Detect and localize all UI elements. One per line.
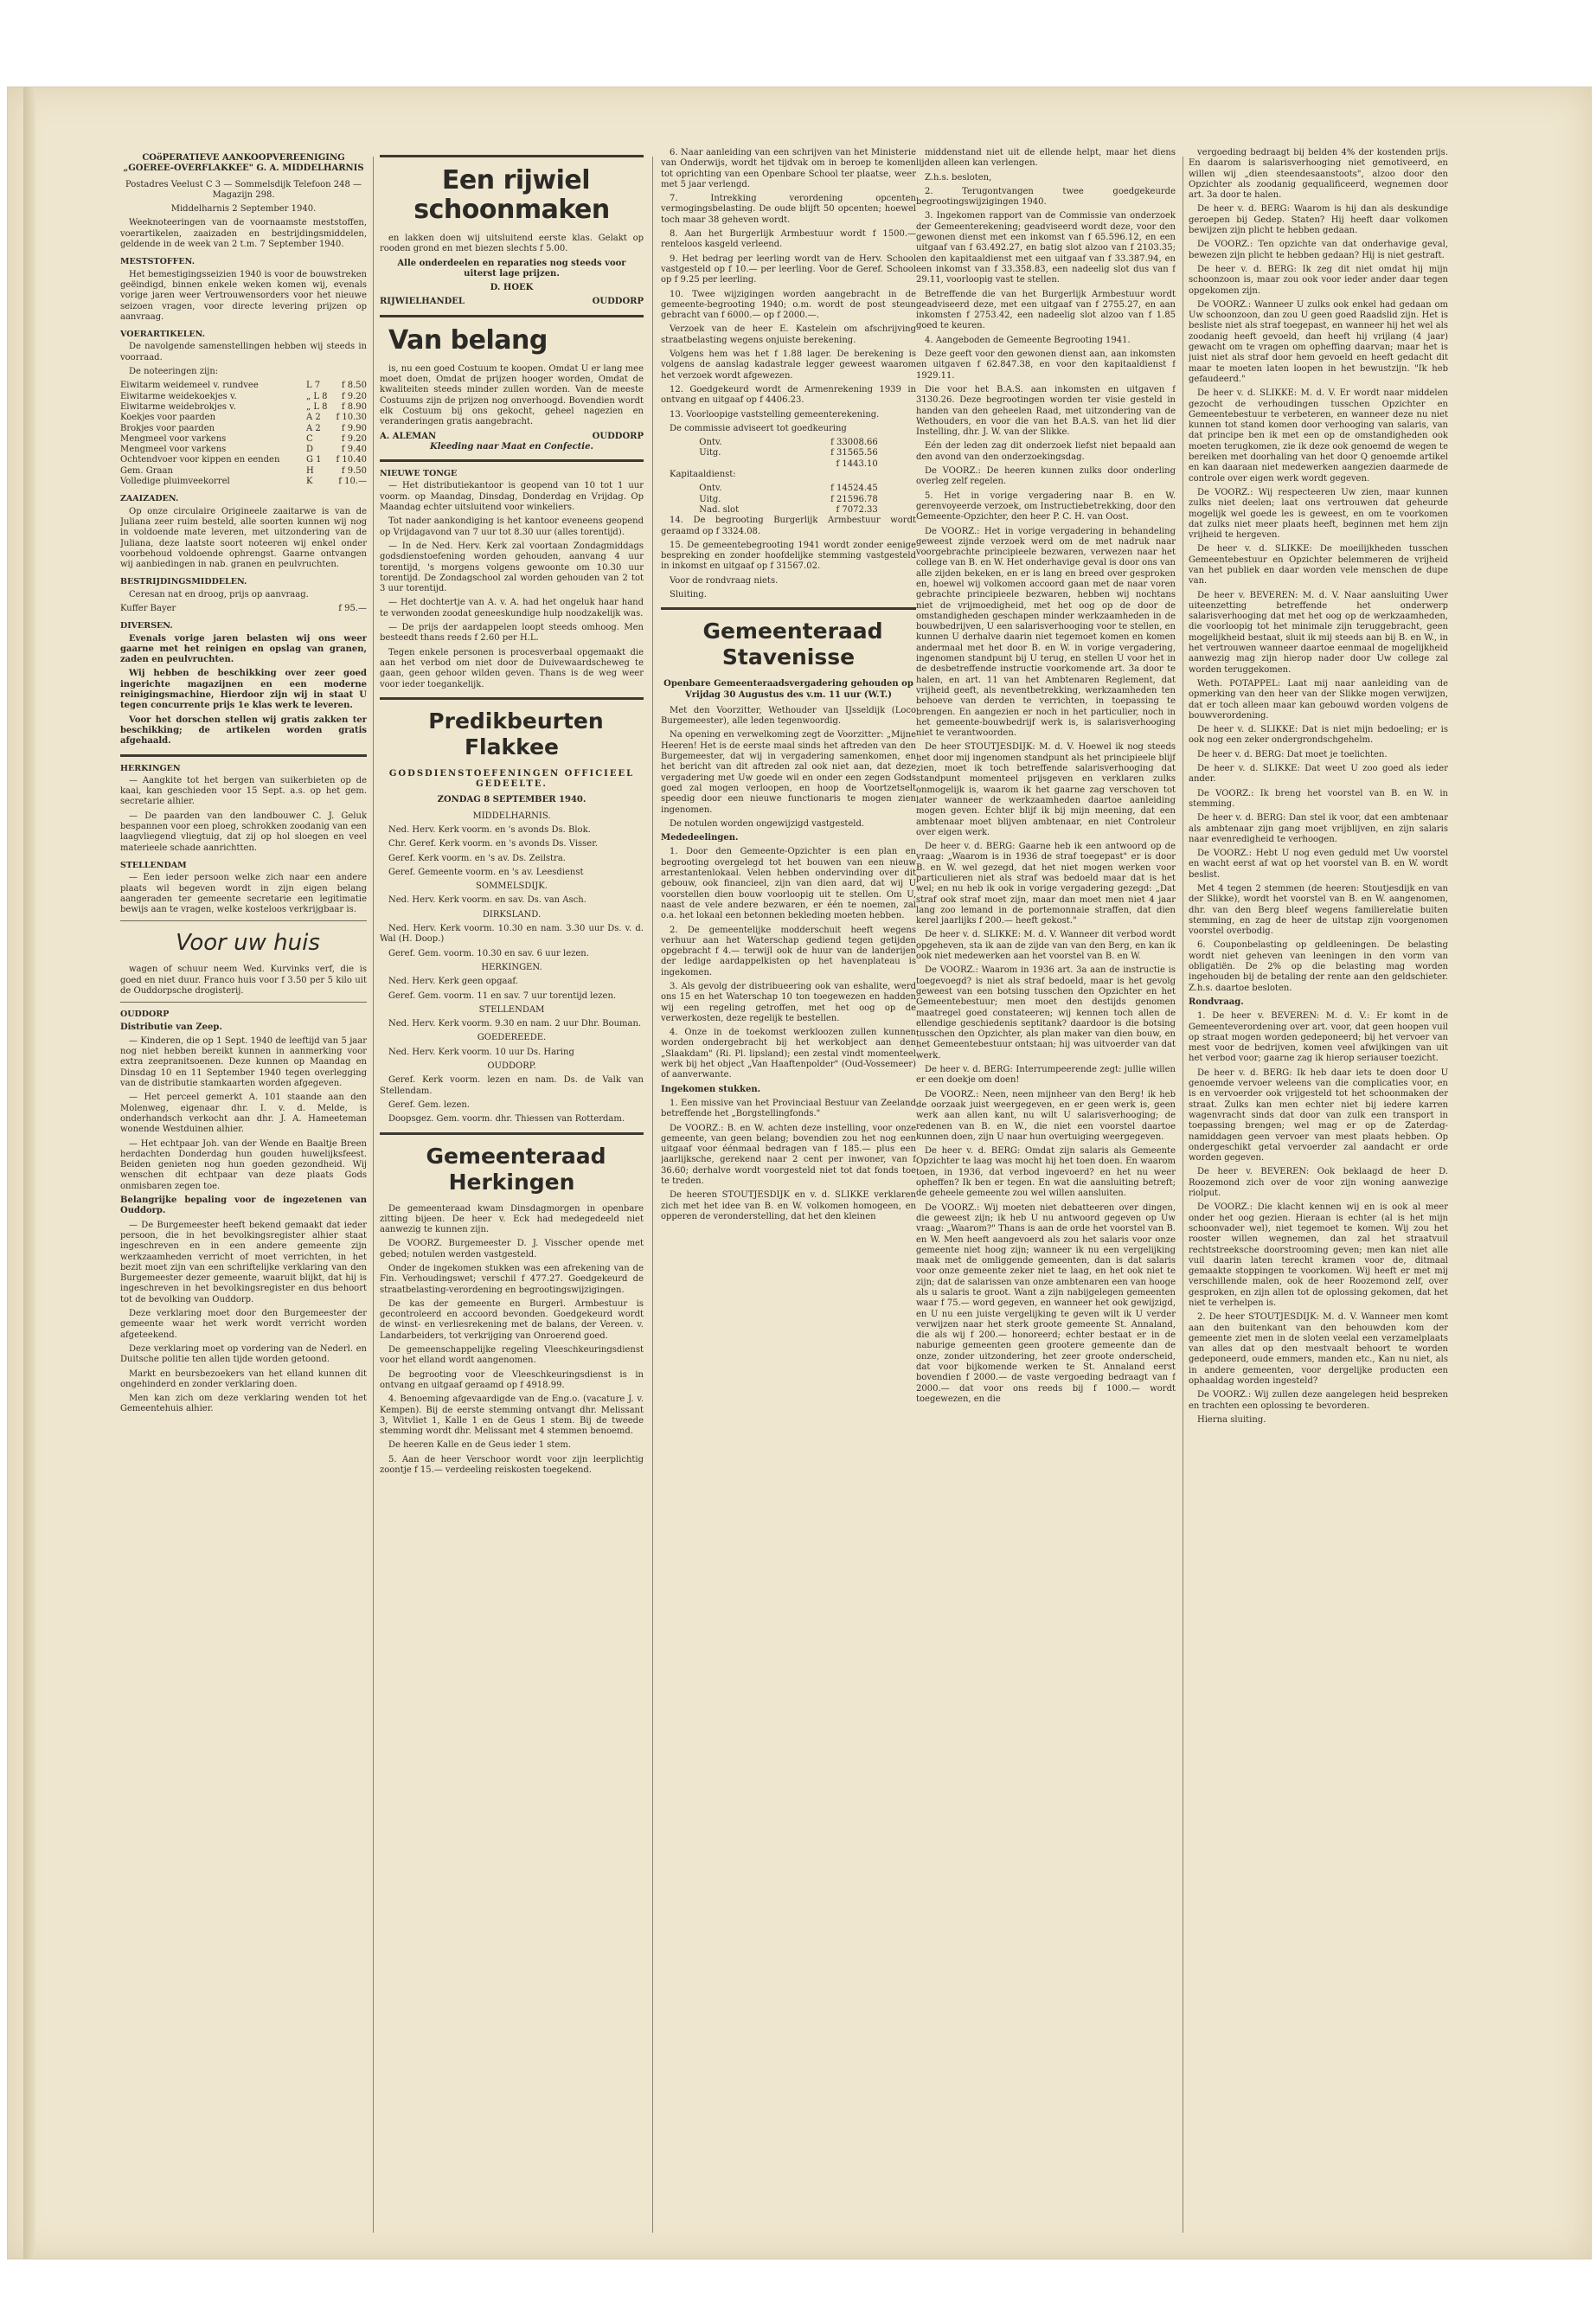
diversen-1: Evenals vorige jaren belasten wij ons weer gaarne met het reinigen en opslag van granen, zaden en peulvruchten. [120,633,367,665]
c4-text: Z.h.s. besloten, [925,172,992,183]
fin-label: Ontv. [699,484,722,494]
divider [120,754,367,757]
c4-text: De VOORZ.: Neen, neen mijnheer van den Berg! ik heb de oorzaak juist weergegeven, en er geen werk is, geen werk aan allen kant, nu wilt U salarisverhooging; de redenen van B. en W., die niet een voorstel daartoe kunnen doen, zijn U naar hun overtuiging weergegeven. [916,1089,1176,1142]
heading-ouddorp: OUDDORP [120,1009,170,1020]
ad-rijwiel-title: Een rijwiel schoonmaken [413,165,610,225]
herkingen-1: — Aangkite tot het bergen van suikerbieten op de kaai, kan geschieden voor 15 Sept. a.s. op het gem. secretarie alhier. [120,775,367,807]
fin-value: f 1443.10 [836,458,878,469]
fin-value: f 21596.78 [830,494,878,504]
fin-label: Uitg. [699,448,721,458]
divider [120,920,367,921]
c4-text: Betreffende die van het Burgerlijk Armbestuur wordt geadviseerd deze, met een uitgaaf van f 2755.27, en aan inkomsten f 2753.42, een nadeelig slot alzoo van f 1.85 goed te keuren. [916,289,1176,331]
fin-value: f 7072.33 [836,504,878,515]
p-herk-1: Ned. Herv. Kerk geen opgaaf. [388,977,518,987]
herkingen-2: — De paarden van den landbouwer C. J. Geluk bespannen voor een ploeg, schrokken zoodanig van een laagvliegend vliegtuig, dat zij op hol sloegen en veel materieele schade aanrichtten. [120,811,367,853]
c3-text: 10. Twee wijzigingen worden aangebracht in de gemeente-begrooting 1940; o.m. wordt de post steun gebracht van f 6000.— op f 2000.—. [661,289,916,321]
p-mid-1: Ned. Herv. Kerk voorm. en 's avonds Ds. Blok. [388,824,591,835]
ad-rijwiel-right: OUDDORP [592,297,644,307]
feed-name: Eiwitarme weidekoekjes v. [120,391,237,401]
c3-text: 12. Goedgekeurd wordt de Armenrekening 1939 in ontvang en uitgaaf op f 4406.23. [661,384,916,406]
nt-6: Tegen enkele personen is procesverbaal opgemaakt die aan het verbod om niet door de Duivewaardscheweg te gaan, geen gehoor wilden geven. Thans is de weg weer voor ieder toegankelijk. [380,647,644,689]
c5-text: De heer v. BEVEREN: Ook beklaagd de heer D. Roozemond zich over de voor zijn woning aanwezige riolput. [1189,1167,1448,1199]
heading-rondvraag: Rondvraag. [1189,997,1244,1007]
gr-2: De VOORZ. Burgemeester D. J. Visscher opende met gebed; notulen werden vastgesteld. [380,1239,644,1259]
heading-bestrijdingsmiddelen: BESTRIJDINGSMIDDELEN. [120,577,247,587]
org-title: COöPERATIEVE AANKOOPVEREENIGING „GOEREE-OVERFLAKKEE" G. A. MIDDELHARNIS [123,153,364,174]
c3-text: Volgens hem was het f 1.88 lager. De berekening is volgens de aanslag kadastrale legger geweest waarom het verzoek wordt afgewezen. [661,349,916,381]
c4-text: 5. Het in vorige vergadering naar B. en W. gerenvoyeerde verzoek, om Instructiebetrekking, door den Gemeente-Opzichter, den heer P. C. H. van Oost. [916,490,1176,522]
nt-2: Tot nader aankondiging is het kantoor eveneens geopend op Vrijdagavond van 7 uur tot 8.30 uur (alles torentijd). [380,516,644,537]
gr-9: 5. Aan de heer Verschoor wordt voor zijn leerplichtig zoontje f 15.— verdeeling reiskosten toegekend. [380,1454,644,1476]
fin-label: Nad. slot [699,504,740,515]
intro: Weeknoteeringen van de voornaamste meststoffen, voerartikelen, zaaizaden en bestrijdingsmiddelen, geldende in de week van 2 t.m. 7 September 1940. [120,218,367,250]
p-goed-heading: GOEDEREEDE. [477,1033,547,1043]
c3-text: 6. Naar aanleiding van een schrijven van het Ministerie van Onderwijs, wordt het tijdvak om in beroep te komen tot oprichting van een Openbare School ter plaatse, weer met 5 jaar verlengd. [661,148,916,189]
feed-code: „ L 8 [305,401,328,412]
table-row [120,445,367,455]
table-row [699,448,878,458]
table-row [699,505,878,516]
heading-herkingen: HERKINGEN [120,763,181,773]
c4-text: De heer v. d. BERG: Interrumpeerende zegt: jullie willen er een doekje om doen! [916,1065,1176,1086]
text-zaaizaden: Op onze circulaire Origineele zaaitarwe is van de Juliana zeer ruim besteld, alle soorten kunnen wij nog in voldoende mate leveren, met uitzondering van de Juliana, deze laatste soort noteeren wij enkel onder voorbehoud voldoende ophrengst. Gaarne ontvangen wij aanbiedingen in nab. granen en peulvruchten. [120,506,367,570]
heading-voerartikelen: VOERARTIKELEN. [120,330,206,340]
newspaper-page [7,87,1592,2259]
p-oud-2: Geref. Gem. lezen. [388,1099,470,1110]
p-dirk-heading: DIRKSLAND. [482,909,542,920]
ad-van-belang-text: is, nu een goed Costuum te koopen. Omdat U er lang mee moet doen, Omdat de prijzen hooger worden, Omdat de kwaliteiten steeds minder zullen worden. Van de meeste Costuums zijn de prijzen nog onverhoogd. Bovendien wordt elk Costuum bij ons gekocht, geheel nagezien en veranderingen gratis aangebracht. [380,363,644,427]
diversen-3: Voor het dorschen stellen wij gratis zakken ter beschikking; de artikelen worden gratis afgehaald. [120,715,367,747]
c3-text: De commissie adviseert tot goedkeuring [670,423,847,433]
ouddorp-subheading-2: Belangrijke bepaling voor de ingezetenen van Ouddorp. [120,1195,367,1216]
stellendam-1: — Een ieder persoon welke zich naar een andere plaats wil begeven wordt in zijn eigen belang aangeraden ter gemeente secretarie een legitimatie bewijs aan te vragen, welke kosteloos verkrijgbaar is. [120,873,367,915]
c5-text: De VOORZ.: Hebt U nog even geduld met Uw voorstel en wacht eerst af wat op het voorstel van B. en W. wordt beslist. [1189,849,1448,880]
c5-text: De heer v. BEVEREN: M. d. V. Naar aansluiting Uwer uiteenzetting betreffende het onderwerp salarisverhooging dat met het oog op de werkzaamheden, die voorloopig tot het minimale zijn teruggebracht, geen mogelijkheid bestaat, sluit ik mij steeds aan bij B. en W., in het vertrouwen wanneer daartoe eenmaal de mogelijkheid aanwezig mag zijn hierop nader door Uw college zal worden teruggekomen. [1189,590,1448,675]
predikbeurten-date: ZONDAG 8 SEPTEMBER 1940. [437,795,586,805]
table-row [120,381,367,391]
p-stell-heading: STELLENDAM [478,1004,545,1015]
feed-code: H [305,465,314,476]
gr-1: De gemeenteraad kwam Dinsdagmorgen in openbare zitting bijeen. De heer v. Eck had medegedeeld niet aanwezig te kunnen zijn. [380,1203,644,1235]
c5-text: De heer v. d. SLIKKE: De moeilijkheden tusschen Gemeentebestuur en Opzichter belemmeren de vrijheid van het publiek en daar worden vele menschen de dupe van. [1189,544,1448,586]
column-3 [661,148,916,2250]
table-row [699,484,878,494]
table-row [120,604,367,614]
feed-code: K [305,477,313,487]
st-heading-mededeelingen: Mededeelingen. [661,833,739,843]
feed-code: G 1 [305,455,322,465]
c5-text: Weth. POTAPPEL: Laat mij naar aanleiding van de opmerking van den heer van der Slikke mogen verwijzen, dat er toch alleen maar kan gebouwd worden volgens de bouwverordening. [1189,678,1448,721]
text-voerartikelen: De navolgende samenstellingen hebben wij steeds in voorraad. [120,342,367,362]
c3-text: 7. Intrekking verordening opcenten vermogingsbelasting. De oude blijft 50 opcenten; hoewel toch maar 38 geheven wordt. [661,194,916,225]
st-text: 1. Door den Gemeente-Opzichter is een plan en begrooting overgelegd tot het bouwen van een nieuw arrestantenlokaal. Velen hebben ondervinding over dit gebouw, ook financieel, zijn van dien aard, dat wij U voorstellen dien bouw voorloopig uit te stellen. Om U, naast de vele andere bezwaren, er één te noemen, zal o.a. het lokaal een betonnen bekleding moeten hebben. [661,847,916,921]
column-1 [120,148,367,2250]
feed-name: Mengmeel voor varkens [120,433,227,444]
c5-text: De VOORZ.: Wij zullen deze aangelegen heid bespreken en trachten een oplossing te bevorderen. [1189,1390,1448,1411]
c5-text: De VOORZ.: Wij respecteeren Uw zien, maar kunnen zulks niet deelen; laat ons vertrouwen dat geheurde mogelijk wel goede les is geweest, en om te voorkomen dat zulks niet meer plaats heeft, beginnen met hem zijn vrijheid te hergeven. [1189,487,1448,541]
c4-text: De VOORZ.: Het in vorige vergadering in behandeling geweest zijnde verzoek werd om de met nadruk naar voorgebrachte principieele bezwaren, verwezen naar het college van B. en W. Het onderhavige geval is door ons van alle zijden bekeken, en er is lang en breed over gesproken en, hoewel wij volkomen accoord gaan met de naar voren gebrachte principieele bezwaren, hebben wij nochtans niet de vrijmoedigheid, met het oog op de door de omstandigheden geschapen minder werkzaamheden in de bouwbedrijven, U een salarisverhooging voor te stellen, en kunnen U derhalve daarin niet tegemoet komen en komen andermaal met het door B. en W. in vorige vergadering, ingenomen standpunt bij U terug, en stellen U voor het in de desbetreffende instructie voorkomende art. 3a door te halen, en art. 11 van het Ambtenaren Reglement, dat vrijheid geeft, als neventbetrekking, werkzaamheden ten behoeve van derden te verrichten, in toepassing te brengen. En aangezien er noch in het particulier, noch in het gemeente-bouwbedrijf werk is, is salarisverhooging niet te verantwoorden. [916,526,1176,739]
st-text: 3. Als gevolg der distribueering ook van eshalite, werd ons 15 en het Waterschap 10 ton toegewezen en hadden wij een regeling getroffen, met het oog op de verwerkosten, deze regelijk te bestellen. [661,982,916,1023]
feed-name: Koekjes voor paarden [120,413,216,423]
bestr-table [120,604,367,614]
feed-name: Ochtendvoer voor kippen en eenden [120,455,280,465]
feed-price-table [120,381,367,487]
predikbeurten-subtitle: GODSDIENSTOEFENINGEN OFFICIEEL GEDEELTE. [388,768,635,790]
column-4 [916,148,1176,2250]
gr-7: 4. Benoeming afgevaardigde van de Eng.o. (vacature J. v. Kempen). Bij de eerste stemming ontvangt dhr. Melissant 3, Witvliet 1, Kalle 1 en de Geus 1 stem. Bij de tweede stemming wordt dhr. Melissant met 4 stemmen benoemd. [380,1394,644,1437]
feed-name: Gem. Graan [120,465,173,476]
c5-text: De heer v. d. BERG: Waarom is hij dan als deskundige geroepen bij Gedep. Staten? Hij heeft daar volkomen bewijzen zijn plicht te hebben gedaan. [1189,204,1448,236]
gemeenteraad-stavenisse-title: Gemeenteraad Stavenisse [702,619,883,670]
st-text: 2. De gemeentelijke modderschuit heeft wegens verhuur aan het Waterschap gediend tegen getijden opgebracht f 4.— terwijl ook de huur van de landerijen der ledige aardappelkisten op het havenplateau is ingekomen. [661,925,916,977]
column-5 [1189,148,1448,2250]
heading-zaaizaden: ZAAIZADEN. [120,494,179,504]
p-mid-2: Chr. Geref. Kerk voorm. en 's avonds Ds. Visser. [388,839,599,849]
c5-text: 2. De heer STOUTJESDIJK: M. d. V. Wanneer men komt aan den buitenkant van den behouwden kom der gemeente ziet men in de sloten veelal een verzamelplaats van alles dat op den mestvaalt behoort te worden gedeponeerd, oude emmers, manden etc., Kan nu niet, als in andere gemeenten, voor dergelijke producten een ophaaldag worden ingesteld? [1189,1312,1448,1387]
c5-text: De heer v. d. SLIKKE: Dat weet U zoo goed als ieder ander. [1189,764,1448,785]
c5-text: De heer v. d. BERG: Ik heb daar iets te doen door U genoemde vervoer weleens van die complicaties voor, en is en vervoerder ook vrijgesteld tot het schoonmaken der straat. Zulks kan men echter niet bij iedere karren wagenvracht sinds dat door van zulk een transport in toepassing brengen; wel mag er op de Zaterdag-namiddagen geen vervoer van mest plaats hebben. Op ondergeschikt getal vervoerder zal aandacht er orde worden gegeven. [1189,1067,1448,1163]
feed-price: f 8.50 [341,381,367,391]
c3-text: Voor de rondvraag niets. [670,575,779,586]
text-meststoffen: Het bemestigingsseizien 1940 is voor de bouwstreken geëindigd, binnen enkele weken komen wij, evenals vorige jaren weer Vertrouwensorders voor het nieuwe seizoen vragen, voor directe levering prijzen op aanvraag. [120,269,367,322]
c4-text: De heer v. d. BERG: Omdat zijn salaris als Gemeente Opzichter te laag was mocht hij het toen doen. En waarom toen, in 1936, dat verbod ingevoerd? en het nu weer opheffen? Ik ben er tegen. En wat die aansluiting betreft; de geheele gemeente zou wel willen aansluiten. [916,1146,1176,1199]
column-rule [652,157,653,2233]
p-oud-3: Doopsgez. Gem. voorm. dhr. Thiessen van Rotterdam. [388,1114,625,1125]
p-dirk-2: Geref. Gem. voorm. 10.30 en sav. 6 uur lezen. [388,948,589,958]
divider [380,697,644,700]
text-noteeringen: De noteeringen zijn: [129,367,219,377]
p-som-1: Ned. Herv. Kerk voorm. en sav. Ds. van Asch. [388,895,586,906]
divider [380,459,644,462]
ad-rijwiel-text: en lakken doen wij uitsluitend eerste klas. Gelakt op rooden grond en met biezen slechts f 5.00. [380,234,644,254]
heading-diversen: DIVERSEN. [120,621,173,631]
c3-text: 15. De gemeentebegrooting 1941 wordt zonder eenige bespreking en zonder hoofdelijke stemming vastgesteld in inkomst en uitgaaf op f 31567.02. [661,540,916,572]
ad-van-belang-footer [380,432,644,442]
feed-code: C [305,433,313,444]
table-row [120,434,367,445]
c4-text: 4. Aangeboden de Gemeente Begrooting 1941. [925,335,1131,345]
c4-text: Deze geeft voor den gewonen dienst aan, aan inkomsten en uitgaven f 62.847.38, en voor den kapitaaldienst f 1929.11. [916,349,1176,381]
c5-text: De heer v. d. BERG: Dan stel ik voor, dat een ambtenaar als ambtenaar zijn gang moet vrijblijven, en zijn salaris naar evenredigheid te verhoogen. [1189,813,1448,844]
feed-code: D [305,445,313,455]
c5-text: 6. Couponbelasting op geldleeningen. De belasting wordt niet geheven van leeningen in den vorm van obligatiën. De 2% op die belasting mag worden ingehouden bij de betaling der rente aan den geldschieter. Z.h.s. daartoe besloten. [1189,940,1448,993]
ouddorp-3: — Het echtpaar Joh. van der Wende en Baaltje Breen herdachten Donderdag hun gouden huwelijksfeest. Beiden genieten nog hun goeden gezondheid. Wij wenschen dit echtpaar van deze plaats Gods onmisbaren zegen toe. [120,1138,367,1191]
gr-8: De heeren Kalle en de Geus ieder 1 stem. [388,1440,571,1451]
ouddorp-4: — De Burgemeester heeft bekend gemaakt dat ieder persoon, die in het bevolkingsregister alhier staat ingeschreven en in een andere gemeente zijn werkzaamheden verricht of moet verrichten, in het bezit moet zijn van een schriftelijke verklaring van den Burgemeester dezer gemeente, waaruit blijkt, dat hij is ingeschreven in het bevolkingsregister en dus behoort tot de bevolking van Ouddorp. [120,1220,367,1304]
feed-price: f 8.90 [341,401,367,412]
c5-text: Met 4 tegen 2 stemmen (de heeren: Stoutjesdijk en van der Slikke), wordt het voorstel van B. en W. aangenomen, dhr. van den Berg bleef wegens familierelatie buiten stemming, en zag de heer de uitstap zijn voorgenomen voorstel overbodig. [1189,884,1448,937]
nt-1: — Het distributiekantoor is geopend van 10 tot 1 uur voorm. op Maandag, Dinsdag, Donderdag en Vrijdag. Op Maandag echter uitsluitend voor winkeliers. [380,481,644,513]
feed-name: Mengmeel voor varkens [120,445,227,455]
p-herk-heading: HERKINGEN. [481,962,542,972]
feed-code: L 7 [305,381,321,391]
ouddorp-7: Markt en beursbezoekers van het elland kunnen dit ongehinderd en zonder verklaring doen. [120,1368,367,1389]
closing-text: Hierna sluiting. [1197,1414,1266,1425]
ad-rijwiel-left: RIJWIELHANDEL [380,297,465,307]
ouddorp-2: — Het perceel gemerkt A. 101 staande aan den Molenweg, eigenaar dhr. I. v. d. Melde, is onderhandsch verkocht aan dhr. J. A. Hameeteman wonende Westduinen alhier. [120,1093,367,1135]
feed-name: Eiwitarme weidebrokjes v. [120,401,236,412]
feed-price: f 9.40 [341,445,367,455]
ad-rijwiel-bold: Alle onderdeelen en reparaties nog steeds voor uiterst lage prijzen. [397,258,626,279]
c3-text: 9. Het bedrag per leerling wordt van de Herv. School vastgesteld op f 10.— per leerling. Voor de Geref. School op f 9.25 per leerling. [661,253,916,285]
fin-label-kapitaal: Kapitaaldienst: [670,470,736,480]
finance-table-1 [699,438,878,470]
c4-text: De VOORZ.: Wij moeten niet debatteeren over dingen, die geweest zijn; ik heb U nu antwoord gegeven op Uw vraag: „Waarom?" Thans is aan de orde het voorstel van B. en W. Men heeft aangevoerd als zou het salaris voor onze gemeente niet hoog zijn; wanneer ik nu een vergelijking maak met de omliggende gemeenten, dan is dat salaris voor onze gemeente zeker niet te laag, en het ook niet te zijn; dat de salarissen van onze ambtenaren een van hooge als u salaris te groot. Want a zijn nabijgelegen gemeenten waar f 75.— word gegeven, en wanneer het ook gewijzigd, en U nu een juiste vergelijking te geven wilt ik U verder verwijzen naar het sterk groote gemeente St. Annaland, die als wij f 200.— honoreerd; echter bestaat er in de naburige gemeenten geen grootere gemeente dan de onze, zonder uitzondering, het zeer groote onderscheid, dat voor bijkomende werken te St. Annaland eerst bovendien f 2000.— de vaste vergoeding bedraagt van f 2000.— dat voor ons reeds bij f 1000.— wordt toegewezen, en die [916,1202,1176,1404]
table-row [120,455,367,465]
feed-code: A 2 [305,423,321,433]
finance-table-2 [699,484,878,516]
c4-text: De heer v. d. SLIKKE: M. d. V. Wanneer dit verbod wordt opgeheven, sta ik aan de zijde van van den Berg, en kan ik ook niet medewerken aan het voorstel van B. en W. [916,930,1176,962]
text-bestrijdingsmiddelen: Ceresan nat en droog, prijs op aanvraag. [129,589,309,599]
divider [380,1132,644,1135]
feed-name: Volledige pluimveekorrel [120,477,230,487]
product-name: Kuffer Bayer [120,603,176,613]
feed-price: f 10.40 [336,455,367,465]
ad-van-belang-left: A. ALEMAN [380,431,437,441]
c3-text: 13. Voorloopige vaststelling gemeenterekening. [670,409,880,420]
table-row [699,459,878,470]
c4-text: 2. Terugontvangen twee goedgekeurde begrootingswijzigingen 1940. [916,186,1176,208]
heading-nieuwe-tonge: NIEUWE TONGE [380,469,458,479]
c5-text: De heer v. d. SLIKKE: Dat is niet mijn bedoeling; er is ook nog een zeker ondergrondschgehelm. [1189,725,1448,746]
table-row [120,402,367,413]
ad-van-belang-bottom: Kleeding naar Maat en Confectie. [430,441,593,452]
feed-price: f 9.20 [341,433,367,444]
c4-text: De heer STOUTJESDIJK: M. d. V. Hoewel ik nog steeds het door mij ingenomen standpunt als het principieele blijf zien, moet ik toch betreffende salarisverhooging dat standpunt momenteel prijsgeven en verklaren zulks onmogelijk is, waarom ik het gaarne zag verschoven tot later wanneer de werkzaamheden daartoe aanleiding mogen geven. Echter blijf ik bij mijn meening, dat een ambtenaar moet blijven ambtenaar, en niet Controleur over eigen werk. [916,742,1176,837]
nt-4: — Het dochtertje van A. v. A. had het ongeluk haar hand te verwonden zoodat geneeskundige hulp noodzakelijk was. [380,598,644,619]
feed-price: f 9.90 [341,423,367,433]
c5-text: De heer v. d. SLIKKE: M. d. V. Er wordt naar middelen gezocht de verhoudingen tusschen Opzichter en Gemeentebestuur te verbeteren, en wanneer deze nu niet kunnen tot stand komen door verhooging van salaris, van dat principe ben ik met een op de omstandigheden ook moeten terugkomen, zie ik deze ook genoemd de wegen te bereiken met doorhaling van het door Q genoemde artikel en kan daaraan niet medewerken aangezien daarmede de controle over eigen werk wordt gegeven. [1189,388,1448,484]
c4-text: De VOORZ.: Waarom in 1936 art. 3a aan de instructie is toegevoegd? is niet als straf bedoeld, maar is het gevolg geweest van een botsing tusschen den Opzichter en het Gemeentebestuur; men moet den destijds genomen maatregel goed constateeren; wij kennen toch allen de ellendige geschiedenis septitank? daardoor is die botsing tusschen den Opzichter, als plan maker van dien bouw, en het Gemeentebestuur ontstaan; hij was uitvoerder van dat werk. [916,965,1176,1061]
st-text: 4. Onze in de toekomst werkloozen zullen kunnen worden ondergebracht bij het werkobject aan den „Slaakdam" (Ri. Pl. lipsland); een zestal vindt momenteel werk bij het object „Van Haaftenpolder" (Oud-Vossemeer) of aanverwante. [661,1028,916,1080]
feed-code: A 2 [305,413,321,423]
predikbeurten-title: Predikbeurten Flakkee [428,708,604,760]
st-text: De VOORZ.: B. en W. achten deze instelling, voor onze gemeente, van geen belang; bovendien zou het nog een uitgaaf voor éénmaal bedragen van f 185.— plus een jaarlijksche, gerekend naar 2 cent per inwoner, van f 36.60; derhalve wordt voorgesteld niet tot dat fonds toe te treden. [661,1123,916,1187]
feed-price: f 10.— [338,477,367,487]
c5-text: vergoeding bedraagt bij belden 4% der kostenden prijs. En daarom is salarisverhooging niet gemotiveerd, en willen wij „dien steendesaanstoots", alzoo door den Opzichter als zoodanig gequalificeerd, wegnemen door art. 3a door te halen. [1189,148,1448,201]
gr-5: De gemeenschappelijke regeling Vleeschkeuringsdienst voor het elland wordt aangenomen. [380,1345,644,1366]
gr-6: De begrooting voor de Vleeschkeuringsdienst is in ontvang en uitgaaf geraamd op f 4918.99. [380,1369,644,1390]
c3-text: Sluiting. [670,589,707,599]
st-heading-ingekomen: Ingekomen stukken. [661,1084,761,1094]
c4-text: Eén der leden zag dit onderzoek liefst niet bepaald aan den avond van den onderzoekingsdag. [916,441,1176,462]
ad-rijwiel-footer [380,297,644,307]
gr-3: Onder de ingekomen stukken was een afrekening van de Fin. Verhoudingswet; verschil f 477.27. Goedgekeurd de straatbelasting-verordening en begrootingswijzigingen. [380,1264,644,1295]
page-spine [23,87,35,2259]
ad-rijwiel-name: D. HOEK [490,283,534,293]
c5-text: De VOORZ.: Die klacht kennen wij en is ook al meer onder het oog gezien. Hieraan is echter (al is het mijn schoonvader wel), niet tegemoet te komen. Wij zou het rooster willen wegnemen, dan zal het straatvuil rechtstreeksche doorstrooming geven; men kan niet alle vuil daarin laten terecht kramen voor de, ditmaal gemaakte stoppingen te voorkomen. Wij heeft er met mij verschillende malen, ook de heer Roozemond zelf, over gesproken, en zijn allen tot de oplossing gekomen, dat het niet te verhelpen is. [1189,1202,1448,1308]
ad-van-belang-title: Van belang [388,324,548,356]
feed-price: f 9.50 [341,465,367,476]
c5-text: 1. De heer v. BEVEREN: M. d. V.: Er komt in de Gemeenteverordening over art. voor, dat geen hoopen vuil op straat mogen worden gedeponeerd; bij het vervoer van mest voor de bedrijven, komen veel afwijkingen van uit het verbod voor; gaarne zag ik hierop seriauser toezicht. [1189,1011,1448,1064]
ouddorp-6: Deze verklaring moet op vordering van de Nederl. en Duitsche politie ten allen tijde worden getoond. [120,1343,367,1365]
p-mid-4: Geref. Gemeente voorm. en 's av. Leesdienst [388,867,584,877]
dateline: Middelharnis 2 September 1940. [170,204,317,215]
c3-text: Verzoek van de heer E. Kastelein om afschrijving straatbelasting wegens onjuiste berekening. [661,324,916,345]
c4-text: De heer v. d. BERG: Gaarne heb ik een antwoord op de vraag: „Waarom is in 1936 de straf toegepast" er is door B. en W. wel gezegd, dat het niet mogen werken voor particulieren niet als straf was bedoeld maar dat is het wel; en nu heb ik ook in vorige vergadering gezegd: „Dat straf ook straf moet zijn, maar dan moet men niet 4 jaar lang zoo lemand in de portemonnaie straffen, dat dien kerel jaarlijks f 200.— heeft gekost." [916,842,1176,926]
diversen-2: Wij hebben de beschikking over zeer goed ingerichte magazijnen en een moderne reinigingsmachine, Hierdoor zijn wij in staat U tegen concurrente prijs 1e klas werk te leveren. [120,669,367,711]
divider [380,315,644,317]
c3-text: 8. Aan het Burgerlijk Armbestuur wordt f 1500.— renteloos kasgeld verleend. [661,229,916,250]
nt-5: — De prijs der aardappelen loopt steeds omhoog. Men besteedt thans reeds f 2.60 per H.L. [380,623,644,644]
p-dirk-1: Ned. Herv. Kerk voorm. 10.30 en nam. 3.30 uur Ds. v. d. Wal (H. Doop.) [380,924,644,945]
p-mid-heading: MIDDELHARNIS. [472,811,551,821]
c5-text: De VOORZ.: Wanneer U zulks ook enkel had gedaan om Uw schoonzoon, dan zou U geen goed Raadslid zijn. Het is besliste niet als straf toegepast, en wanneer hij het wel als zoodanig heeft gevoeld, dan heeft hij vrijlang (4 jaar) gewacht om te vragen om opheffing daarvan; maar het is juist niet als straf door hem gevoeld en heeft gedacht dit maar te moeten laten loopen in het bewustzijn. "Ik heb gefaudeerd." [1189,299,1448,384]
p-herk-2: Geref. Gem. voorm. 11 en sav. 7 uur torentijd lezen. [388,990,617,1001]
ouddorp-8: Men kan zich om deze verklaring wenden tot het Gemeentehuis alhier. [120,1394,367,1414]
fin-value: f 33008.66 [830,438,878,448]
ad-voor-uw-huis-text: wagen of schuur neem Wed. Kurvinks verf, die is goed en niet duur. Franco huis voor f 3.50 per 5 kilo uit de Ouddorpsche drogisterij. [120,965,367,996]
table-row [120,466,367,477]
st-text: De heeren STOUTJESDIJK en v. d. SLIKKE verklaren zich met het idee van B. en W. volkomen homogeen, en opperen de veronderstelling, dat het den kleinen [661,1190,916,1221]
feed-price: f 9.20 [341,391,367,401]
divider [661,607,916,610]
c5-text: De heer v. d. BERG: Ik zeg dit niet omdat hij mijn schoonzoon is, maar zou ook voor ieder ander daar tegen opgekomen zijn. [1189,264,1448,296]
gemeenteraad-herkingen-title: Gemeenteraad Herkingen [426,1143,606,1195]
ouddorp-5: Deze verklaring moet door den Burgemeester der gemeente waar het werk wordt verricht worden afgeteekend. [120,1309,367,1340]
c4-text: De VOORZ.: De heeren kunnen zulks door onderling overleg zelf regelen. [916,466,1176,487]
fin-value: f 31565.56 [830,448,878,458]
p-mid-3: Geref. Kerk voorm. en 's av. Ds. Zeilstra. [388,853,566,863]
heading-stellendam: STELLENDAM [120,860,187,870]
fin-label: Uitg. [699,494,721,504]
c4-text: 3. Ingekomen rapport van de Commissie van onderzoek der Gemeenterekening; geadviseerd wordt deze, voor den gewonen dienst met een inkomst van f 65.596.12, en een uitgaaf van f 63.492.27, en batig slot alzoo van f 2103.35; en den kapitaaldienst met een uitgaaf van f 33.387.94, en een inkomst van f 33.358.83, een nadeelig slot dus van f 29.11, voorloopig vast te stellen. [916,211,1176,285]
org-address: Postadres Veelust C 3 — Sommelsdijk Telefoon 248 — Magazijn 298. [125,179,362,200]
p-oud-1: Geref. Kerk voorm. lezen en nam. Ds. de Valk van Stellendam. [380,1075,644,1096]
column-rule [373,157,374,2233]
divider [120,1002,367,1003]
table-row [699,438,878,448]
st-text: De notulen worden ongewijzigd vastgesteld. [670,818,865,829]
feed-name: Eiwitarm weidemeel v. rundvee [120,381,259,391]
gr-4: De kas der gemeente en Burgerl. Armbestuur is gecontroleerd en accoord bevonden. Goedgekeurd wordt de winst- en verliesrekening met de balans, der Vereen. v. Landarbeiders, tot verkrijging van Onroerend goed. [380,1298,644,1341]
stavenisse-subtitle: Openbare Gemeenteraadsvergadering gehouden op Vrijdag 30 Augustus des v.m. 11 uur (W.T.) [663,679,913,700]
c5-text: De heer v. d. BERG: Dat moet je toelichten. [1197,749,1388,760]
feed-name: Brokjes voor paarden [120,423,215,433]
fin-label [699,459,757,470]
feed-code: „ L 8 [305,391,328,401]
p-goed-1: Ned. Herv. Kerk voorm. 10 uur Ds. Haring [388,1047,574,1057]
product-price: f 95.— [338,603,367,613]
ouddorp-subheading: Distributie van Zeep. [120,1022,222,1032]
p-som-heading: SOMMELSDIJK. [476,881,548,892]
st-text: Na opening en verwelkoming zegt de Voorzitter: „Mijne Heeren! Het is de eerste maal sinds het aftreden van den Burgemeester, dat wij in vergadering samenkomen, en het bericht van dit aftreden zal ook niet aan, dat deze vergadering met Uw goede wil en onder een zegen Gods goed zal mogen verloopen, en hoop de Voortzetselt speedig door een nieuwe functionaris te mogen zien ingenomen. [661,730,916,815]
table-row [120,424,367,434]
p-oud-heading: OUDDORP. [487,1061,536,1072]
c3-text: 14. De begrooting Burgerlijk Armbestuur wordt geraamd op f 3324.08. [661,516,916,536]
ouddorp-1: — Kinderen, die op 1 Sept. 1940 de leeftijd van 5 jaar nog niet hebben bereikt kunnen in aanmerking voor extra zeepranitsoenen. Deze kunnen op Maandag en Dinsdag 10 en 11 September 1940 tegen overlegging van de distributie stamkaarten worden afgegeven. [120,1035,367,1089]
p-stell-1: Ned. Herv. Kerk voorm. 9.30 en nam. 2 uur Dhr. Bouman. [388,1019,642,1029]
c5-text: De VOORZ.: Ten opzichte van dat onderhavige geval, bewezen zijn plicht te hebben gedaan? Hij is niet gestraft. [1189,240,1448,260]
st-text: Met den Voorzitter, Wethouder van IJsseldijk (Loco Burgemeester), alle leden tegenwoordig. [661,705,916,727]
table-row [120,477,367,487]
table-row [699,495,878,505]
fin-value: f 14524.45 [830,484,878,494]
ad-voor-uw-huis-title: Voor uw huis [176,930,320,957]
nt-3: — In de Ned. Herv. Kerk zal voortaan Zondagmiddags godsdienstoefening worden gehouden, aanvang 4 uur torentijd, 's morgens volgens gewoonte om 10.30 uur torentijd. De Zondagschool zal worden gehouden van 2 tot 3 uur torentijd. [380,541,644,594]
c5-text: De VOORZ.: Ik breng het voorstel van B. en W. in stemming. [1189,788,1448,809]
ad-van-belang-right: OUDDORP [592,431,644,441]
divider [380,155,644,157]
c4-text: Die voor het B.A.S. aan inkomsten en uitgaven f 3130.26. Deze begrootingen worden ter visie gesteld in handen van den geheelen Raad, met uitzondering van de Wethouders, en voor die van het B.A.S. van het lid dier Instelling, dhr. J. W. van der Slikke. [916,384,1176,438]
st-text: 1. Een missive van het Provinciaal Bestuur van Zeeland betreffende het „Borgstellingfonds." [661,1098,916,1119]
table-row [120,392,367,402]
table-row [120,413,367,423]
feed-price: f 10.30 [336,413,367,423]
c4-text: middenstand niet uit de ellende helpt, maar het diens lijden alleen kan verlengen. [916,148,1176,169]
heading-meststoffen: MESTSTOFFEN. [120,257,195,267]
fin-label: Ontv. [699,438,722,448]
column-2 [380,148,644,2250]
